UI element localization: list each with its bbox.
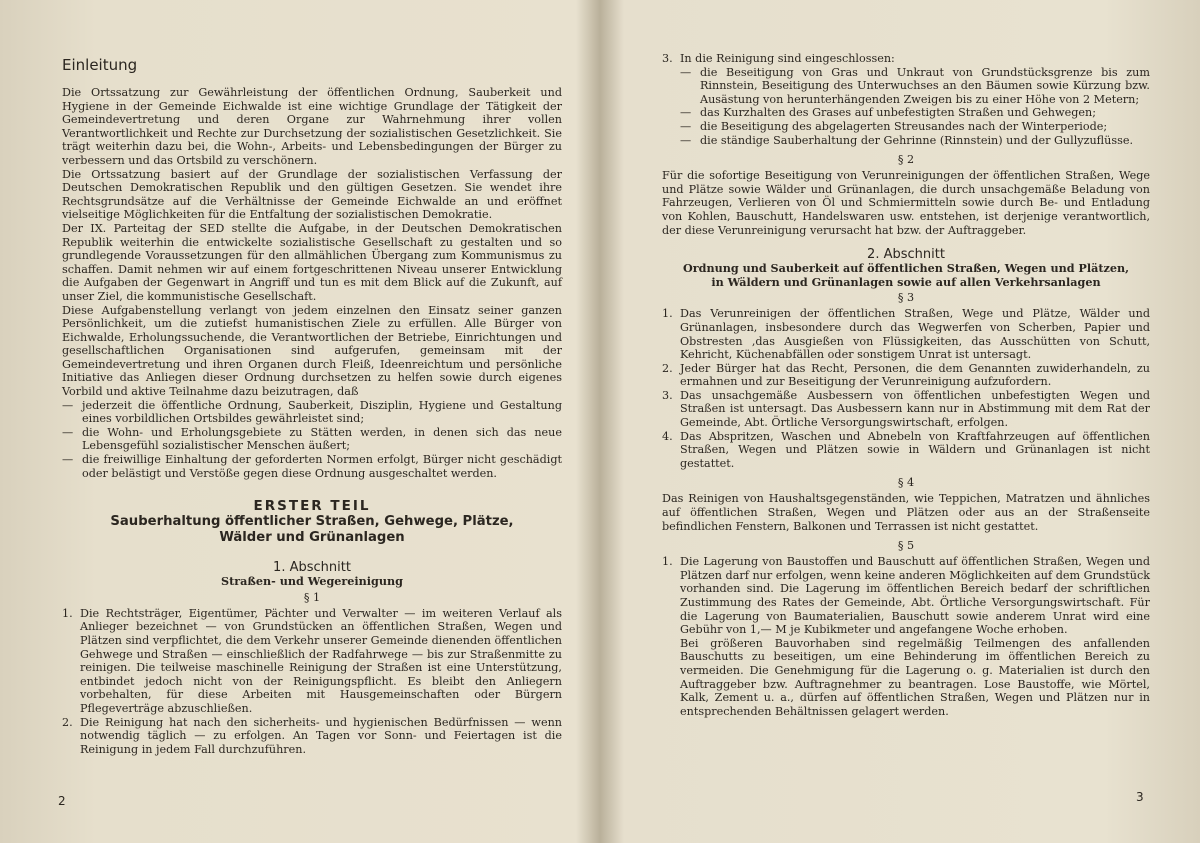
intro-text: [62, 86, 562, 480]
part-subtitle: Sauberhaltung öffentlicher Straßen, Gehwege, Plätze, Wälder und Grünanlagen: [110, 514, 514, 546]
paragraph-sign: § 5: [897, 539, 915, 553]
part-title: ERSTER TEIL: [253, 498, 371, 515]
intro-bullet: — jederzeit die öffentliche Ordnung, Sauberkeit, Disziplin, Hygiene und Gestaltung eines vorbildlichen Ortsbildes gewährleistet sind;: [62, 398, 562, 426]
item-3: 3. In die Reinigung sind eingeschlossen: — die Beseitigung von Gras und Unkraut von Grundstücksgrenze bis zum Rinnstein, Beseitigung des Unterwuchses an den Bäumen sowie Kürzung bzw. Ausästung von herunterhängenden Zweigen bis zu einer Höhe von 2 Metern; — das Kurzhalten des Grases auf unbefestigten Straßen und Gehwegen; — die Beseitigung des abgelagerten Streusandes nach der Winterperiode; — die ständige Sauberhaltung der Gehrinne (Rinnstein) und der Gullyzuflüsse.: [662, 52, 1150, 147]
bullet: — die Beseitigung des abgelagerten Streusandes nach der Winterperiode;: [680, 119, 1108, 133]
intro-paragraph: Die Ortssatzung zur Gewährleistung der öffentlichen Ordnung, Sauberkeit und Hygiene in der Gemeinde Eichwalde ist eine wichtige Grundlage der Tätigkeit der Gemeindevertretung und deren Organe zur Wahrnehmung ihrer vollen Verantwortlichkeit und Rechte zur Durchsetzung der sozialistischen Gesetzlichkeit. Sie trägt weiterhin dazu bei, die Wohn-, Arbeits- und Lebensbedingungen der Bürger zu verbessern und das Ortsbild zu verschönern.: [62, 86, 562, 167]
right-page: [602, 0, 1200, 843]
numbered-item: 1. Die Lagerung von Baustoffen und Bauschutt auf öffentlichen Straßen, Wegen und Plätzen darf nur erfolgen, wenn keine anderen Möglichkeiten auf dem Grundstück vorhanden sind. Die Lagerung im öffentlichen Bereich bedarf der schriftlichen Zustimmung des Rates der Gemeinde, Abt. Örtliche Versorgungswirtschaft. Für die Lagerung von Baumaterialien, Bauschutt sowie anderem Unrat wird eine Gebühr von 1,— M je Kubikmeter und angefangene Woche erhoben. Bei größeren Bauvorhaben sind regelmäßig Teilmengen des anfallenden Bauschutts zu beseitigen, um eine Behinderung im öffentlichen Bereich zu vermeiden. Die Genehmigung für die Lagerung o. g. Materialien ist durch den Auftraggeber bzw. Auftragnehmer zu beantragen. Lose Baustoffe, wie Mörtel, Kalk, Zement u. a., dürfen auf öffentlichen Straßen, Wegen und Plätzen nur in entsprechenden Behältnissen gelagert werden.: [662, 555, 1150, 718]
paragraph-sign: § 2: [897, 153, 915, 167]
paragraph-sign: § 1: [303, 590, 321, 604]
numbered-item: 2. Jeder Bürger hat das Recht, Personen, die dem Genannten zuwiderhandeln, zu ermahnen und zur Beseitigung der Verunreinigung aufzufordern.: [662, 361, 1150, 389]
section-title: 2. Abschnitt: [867, 247, 945, 263]
paragraph-sign: § 3: [897, 291, 915, 305]
numbered-item: 1. Das Verunreinigen der öffentlichen Straßen, Wege und Plätze, Wälder und Grünanlagen, insbesondere durch das Wegwerfen von Scherben, Papier und Obstresten ,das Ausgießen von Flüssigkeiten, das Ausschütten von Schutt, Kehricht, Küchenabfällen oder sonstigem Unrat ist untersagt.: [662, 307, 1150, 362]
intro-bullet: — die freiwillige Einhaltung der geforderten Normen erfolgt, Bürger nicht geschädigt oder belästigt und Verstöße gegen diese Ordnung ausgeschaltet werden.: [62, 453, 562, 480]
page-number: 2: [58, 794, 66, 808]
page-number: 3: [1136, 790, 1144, 804]
intro-bullet: — die Wohn- und Erholungsgebiete zu Stätten werden, in denen sich das neue Lebensgefühl sozialistischer Menschen äußert;: [62, 425, 562, 453]
paragraph-3-items: [662, 307, 1150, 470]
numbered-item: 2. Die Reinigung hat nach den sicherheits- und hygienischen Bedürfnissen — wenn notwendig täglich — zu erfolgen. An Tagen vor Sonn- und Feiertagen ist die Reinigung in jedem Fall durchzuführen.: [62, 715, 562, 756]
section-subtitle: Straßen- und Wegereinigung: [221, 574, 403, 589]
numbered-item: 3. Das unsachgemäße Ausbessern von öffentlichen unbefestigten Wegen und Straßen ist untersagt. Das Ausbessern kann nur in Abstimmung mit dem Rat der Gemeinde, Abt. Örtliche Versorgungswirtschaft, erfolgen.: [662, 388, 1150, 430]
section-subtitle: Ordnung und Sauberkeit auf öffentlichen Straßen, Wegen und Plätzen, in Wäldern und Grünanlagen sowie auf allen Verkehrsanlagen: [682, 261, 1130, 289]
intro-paragraph: Der IX. Parteitag der SED stellte die Aufgabe, in der Deutschen Demokratischen Republik weiterhin die entwickelte sozialistische Gesellschaft zu gestalten und so grundlegende Voraussetzungen für den allmählichen Übergang zum Kommunismus zu schaffen. Damit nehmen wir auf einem fortgeschrittenen Niveau unserer Entwicklung die Aufgaben der Gegenwart in Angriff und tun es mit dem Blick auf die Zukunft, auf unser Ziel, die kommunistische Gesellschaft.: [62, 221, 562, 303]
bullet: — die Beseitigung von Gras und Unkraut von Grundstücksgrenze bis zum Rinnstein, Beseitigung des Unterwuchses an den Bäumen sowie Kürzung bzw. Ausästung von herunterhängenden Zweigen bis zu einer Höhe von 2 Metern;: [680, 65, 1150, 106]
paragraph-sign: § 4: [897, 476, 915, 490]
section-items: [62, 607, 562, 757]
paragraph-4-text: Das Reinigen von Haushaltsgegenständen, wie Teppichen, Matratzen und ähnliches auf öffentlichen Straßen, Wegen und Plätzen oder aus an der Straßenseite befindlichen Fenstern, Balkonen und Terrassen ist nicht gestattet.: [662, 492, 1150, 533]
paragraph-2-text: Für die sofortige Beseitigung von Verunreinigungen der öffentlichen Straßen, Wege und Plätze sowie Wälder und Grünanlagen, die durch unsachgemäße Beladung von Fahrzeugen, Verlieren von Öl und Schmiermitteln sowie durch Be- und Entladung von Kohlen, Bauschutt, Handelswaren usw. entstehen, ist derjenige verantwortlich, der diese Verunreinigung verursacht hat bzw. der Auftraggeber.: [662, 169, 1150, 237]
numbered-item: 1. Die Rechtsträger, Eigentümer, Pächter und Verwalter — im weiteren Verlauf als Anlieger bezeichnet — von Grundstücken an öffentlichen Straßen, Wegen und Plätzen sind verpflichtet, die dem Verkehr unserer Gemeinde dienenden öffentlichen Gehwege und Straßen — einschließlich der Radfahrwege — bis zur Straßenmitte zu reinigen. Die teilweise maschinelle Reinigung der Straßen ist eine Unterstützung, entbindet jedoch nicht von der Reinigungspflicht. Es bleibt den Anliegern vorbehalten, für diese Arbeiten mit Hausgemeinschaften oder Bürgern Pflegeverträge abzuschließen.: [62, 606, 562, 715]
numbered-item: 4. Das Abspritzen, Waschen und Abnebeln von Kraftfahrzeugen auf öffentlichen Straßen, Wegen und Plätzen sowie in Wäldern und Grünanlagen ist nicht gestattet.: [662, 429, 1150, 470]
intro-paragraph: Die Ortssatzung basiert auf der Grundlage der sozialistischen Verfassung der Deutschen Demokratischen Republik und den gültigen Gesetzen. Sie wendet ihre Rechtsgrundsätze auf die Verhältnisse der Gemeinde Eichwalde an und eröffnet vielseitige Möglichkeiten für die Entfaltung der sozialistischen Demokratie.: [62, 167, 562, 222]
paragraph-5-items: [662, 555, 1150, 718]
intro-heading: Einleitung: [62, 56, 138, 74]
section-title: 1. Abschnitt: [273, 560, 351, 576]
left-page: [0, 0, 598, 843]
bullet: — das Kurzhalten des Grases auf unbefestigten Straßen und Gehwegen;: [680, 106, 1096, 120]
bullet: — die ständige Sauberhaltung der Gehrinne (Rinnstein) und der Gullyzuflüsse.: [680, 133, 1134, 147]
intro-paragraph: Diese Aufgabenstellung verlangt von jedem einzelnen den Einsatz seiner ganzen Persönlichkeit, um die zutiefst humanistischen Ziele zu erfüllen. Alle Bürger von Eichwalde, Erholungssuchende, die Verantwortlichen der Betriebe, Einrichtungen und gesellschaftlichen Organisationen sind aufgerufen, gemeinsam mit der Gemeindevertretung und ihren Organen durch Fleiß, Ideenreichtum und persönliche Initiative das Anliegen dieser Ordnung durchsetzen zu helfen sowie durch eigenes Vorbild und aktive Teilnahme dazu beizutragen, daß: [62, 303, 562, 399]
